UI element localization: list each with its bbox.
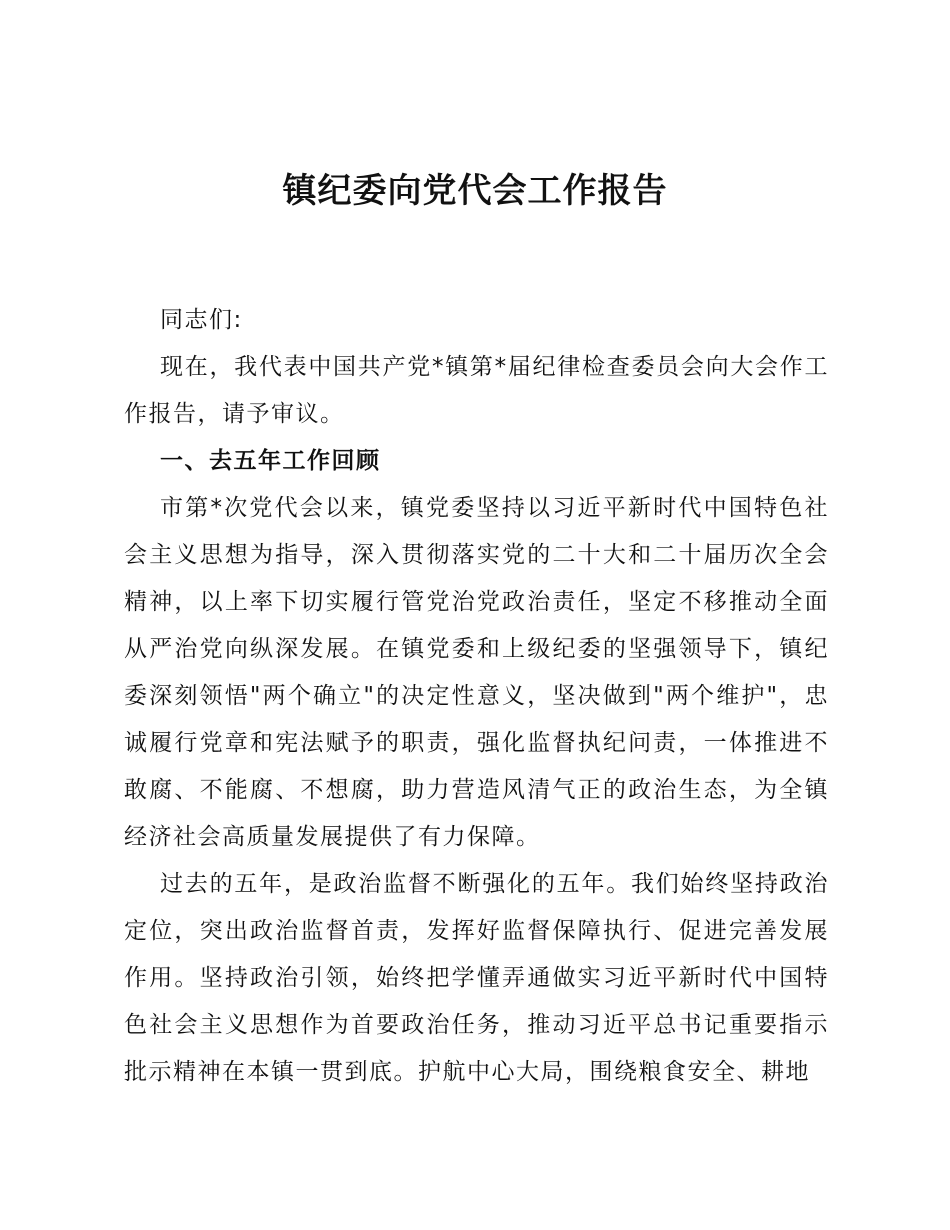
- intro-paragraph: 现在，我代表中国共产党*镇第*届纪律检查委员会向大会作工作报告，请予审议。: [124, 354, 829, 427]
- salutation: 同志们:: [160, 307, 243, 333]
- document-body: [124, 297, 829, 1096]
- document-title: 镇纪委向党代会工作报告: [282, 171, 668, 211]
- section-paragraph: 市第*次党代会以来，镇党委坚持以习近平新时代中国特色社会主义思想为指导，深入贯彻落实党的二十大和二十届历次全会精神，以上率下切实履行管党治党政治责任，坚定不移推动全面从严治党向纵深发展。在镇党委和上级纪委的坚强领导下，镇纪委深刻领悟"两个确立"的决定性意义，坚决做到"两个维护"，忠诚履行党章和宪法赋予的职责，强化监督执纪问责，一体推进不敢腐、不能腐、不想腐，助力营造风清气正的政治生态，为全镇经济社会高质量发展提供了有力保障。: [124, 495, 829, 850]
- section-paragraph: 过去的五年，是政治监督不断强化的五年。我们始终坚持政治定位，突出政治监督首责，发挥好监督保障执行、促进完善发展作用。坚持政治引领，始终把学懂弄通做实习近平新时代中国特色社会主义思想作为首要政治任务，推动习近平总书记重要指示批示精神在本镇一贯到底。护航中心大局，围绕粮食安全、耕地: [124, 871, 829, 1085]
- section-heading: 一、去五年工作回顾: [160, 448, 381, 474]
